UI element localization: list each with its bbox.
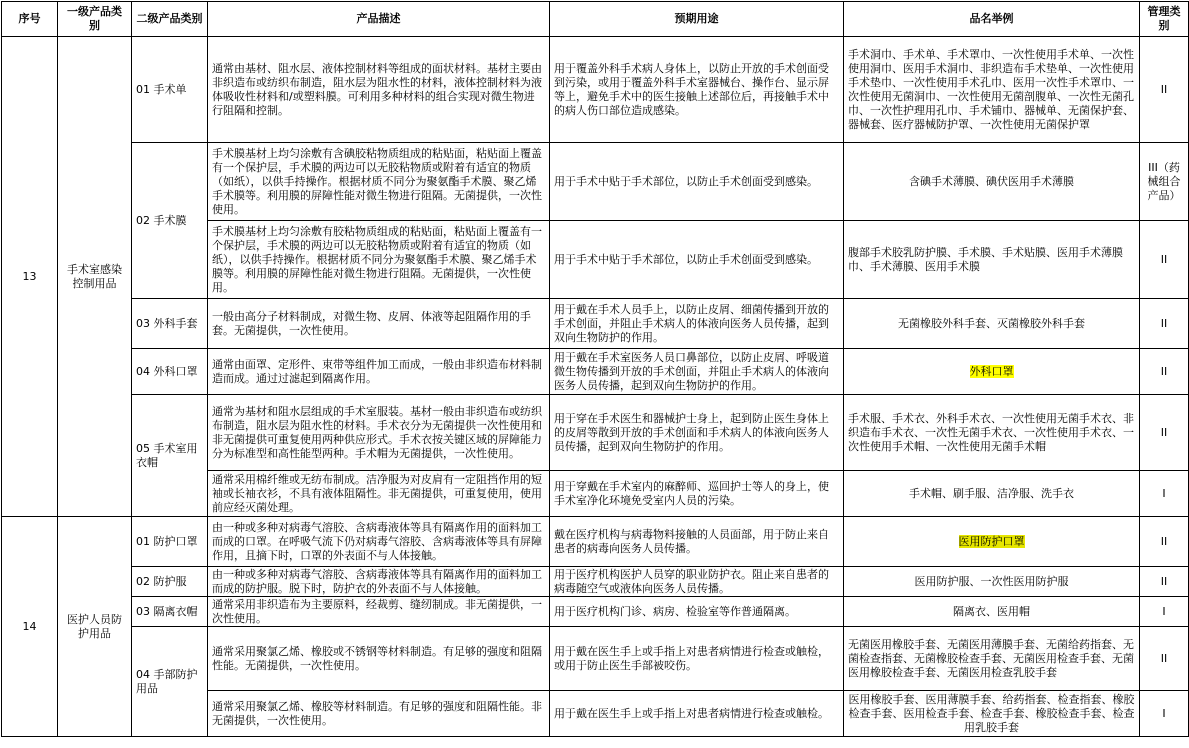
row-number: 14 [2, 517, 58, 737]
management-class: II [1140, 517, 1189, 567]
header-cat1: 一级产品类别 [58, 2, 132, 37]
management-class: II [1140, 627, 1189, 691]
management-class: II [1140, 395, 1189, 471]
product-examples: 手术服、手术衣、外科手术衣、一次性使用无菌手术衣、非织造布手术衣、一次性无菌手术衣、一次性使用手术衣、一次性使用手术帽、一次性使用无菌手术帽 [844, 395, 1140, 471]
management-class: I [1140, 471, 1189, 517]
table-row [2, 37, 1189, 143]
header-desc: 产品描述 [208, 2, 550, 37]
management-class: II [1140, 567, 1189, 597]
table-row [2, 349, 1189, 395]
intended-use: 用于戴在手术室医务人员口鼻部位，以防止皮屑、呼吸道微生物传播到开放的手术创面，并阻止手术病人的体液向医务人员传播，起到双向生物防护的作用。 [550, 349, 844, 395]
intended-use: 用于医疗机构门诊、病房、检验室等作普通隔离。 [550, 597, 844, 627]
intended-use: 用于覆盖外科手术病人身体上，以防止开放的手术创面受到污染，或用于覆盖外科手术室器械台、操作台、显示屏等上，避免手术中的医生接触上述部位后，再接触手术中的病人伤口部位造成感染。 [550, 37, 844, 143]
table-row [2, 597, 1189, 627]
product-description: 通常采用棉纤维或无纺布制成。洁净服为对皮肩有一定阻挡作用的短袖或长袖衣衫，不具有液体阻隔性。非无菌提供，可重复使用，使用前应经灭菌处理。 [208, 471, 550, 517]
intended-use: 用于戴在医生手上或手指上对患者病情进行检查或触检，或用于防止医生手部被咬伤。 [550, 627, 844, 691]
intended-use: 用于手术中贴于手术部位，以防止手术创面受到感染。 [550, 143, 844, 221]
product-description: 由一种或多种对病毒气溶胶、含病毒液体等具有隔离作用的面料加工而成的防护服。脱下时，防护衣的外表面不与人体接触。 [208, 567, 550, 597]
product-examples: 医用橡胶手套、医用薄膜手套、给药指套、检查指套、橡胶检查手套、医用检查手套、检查手套、橡胶检查手套、检查用乳胶手套 [844, 691, 1140, 737]
management-class: I [1140, 597, 1189, 627]
intended-use: 用于戴在医生手上或手指上对患者病情进行检查或触检。 [550, 691, 844, 737]
management-class: II [1140, 221, 1189, 299]
highlighted-example: 医用防护口罩 [958, 534, 1025, 548]
management-class: II [1140, 37, 1189, 143]
table-row [2, 395, 1189, 471]
category-secondary: 03 隔离衣帽 [132, 597, 208, 627]
table-row [2, 517, 1189, 567]
intended-use: 用于穿戴在手术室内的麻醉师、巡回护士等人的身上，使手术室净化环境免受室内人员的污染。 [550, 471, 844, 517]
category-secondary: 01 手术单 [132, 37, 208, 143]
table-row [2, 299, 1189, 349]
category-secondary: 04 手部防护用品 [132, 627, 208, 737]
row-number: 13 [2, 37, 58, 517]
product-examples [844, 517, 1140, 567]
product-description: 通常采用聚氯乙烯、橡胶等材料制造。有足够的强度和阻隔性能。非无菌提供，一次性使用。 [208, 691, 550, 737]
product-examples: 医用防护服、一次性医用防护服 [844, 567, 1140, 597]
product-examples: 含碘手术薄膜、碘伏医用手术薄膜 [844, 143, 1140, 221]
highlighted-example: 外科口罩 [969, 364, 1014, 378]
product-description: 手术膜基材上均匀涂敷有胶粘物质组成的粘贴面，粘贴面上覆盖有一个保护层，手术膜的两边可以无胶粘物质或附着有适宜的物质（如纸），以供手持操作。根据材质不同分为聚氨酯手术膜、聚乙烯手术膜等。利用膜的屏障性能对微生物进行阻隔。无菌提供，一次性使用。 [208, 221, 550, 299]
category-secondary: 01 防护口罩 [132, 517, 208, 567]
catalog-table [1, 1, 1189, 737]
category-secondary: 04 外科口罩 [132, 349, 208, 395]
product-examples: 腹部手术胶乳防护膜、手术膜、手术贴膜、医用手术薄膜巾、手术薄膜、医用手术膜 [844, 221, 1140, 299]
product-description: 通常采用非织造布为主要原料，经裁剪、缝纫制成。非无菌提供，一次性使用。 [208, 597, 550, 627]
header-no: 序号 [2, 2, 58, 37]
product-examples: 无菌橡胶外科手套、灭菌橡胶外科手套 [844, 299, 1140, 349]
product-description: 通常采用聚氯乙烯、橡胶或不锈钢等材料制造。有足够的强度和阻隔性能。无菌提供，一次性使用。 [208, 627, 550, 691]
product-description: 通常为基材和阻水层组成的手术室服装。基材一般由非织造布或纺织布制造，阻水层为阻水性的材料。手术衣分为无菌提供一次性使用和非无菌提供可重复使用两种供应形式。手术衣按关键区域的屏障能力分为标准型和高性能型两种。手术帽为无菌提供，一次性使用。 [208, 395, 550, 471]
management-class: II [1140, 349, 1189, 395]
category-secondary: 02 防护服 [132, 567, 208, 597]
intended-use: 用于戴在手术人员手上，以防止皮屑、细菌传播到开放的手术创面，并阻止手术病人的体液向医务人员传播，起到双向生物防护的作用。 [550, 299, 844, 349]
product-examples: 手术洞巾、手术单、手术罩巾、一次性使用手术单、一次性使用洞巾、医用手术洞巾、非织造布手术垫单、一次性使用手术垫巾、一次性使用手术孔巾、医用一次性手术罩巾、一次性使用无菌洞巾、一次性使用无菌剖腹单、一次性无菌孔巾、一次性护理用孔巾、手术铺巾、器械单、无菌保护套、器械套、医疗器械防护罩、一次性使用无菌保护罩 [844, 37, 1140, 143]
category-secondary: 03 外科手套 [132, 299, 208, 349]
product-examples: 隔离衣、医用帽 [844, 597, 1140, 627]
intended-use: 戴在医疗机构与病毒物料接触的人员面部，用于防止来自患者的病毒向医务人员传播。 [550, 517, 844, 567]
table-row [2, 567, 1189, 597]
category-primary: 医护人员防护用品 [58, 517, 132, 737]
category-primary: 手术室感染控制用品 [58, 37, 132, 517]
intended-use: 用于医疗机构医护人员穿的职业防护衣。阻止来自患者的病毒随空气或液体向医务人员传播。 [550, 567, 844, 597]
product-description: 由一种或多种对病毒气溶胶、含病毒液体等具有隔离作用的面料加工而成的口罩。在呼吸气流下仍对病毒气溶胶、含病毒液体等具有屏障作用，且摘下时，口罩的外表面不与人体接触。 [208, 517, 550, 567]
product-description: 通常由基材、阻水层、液体控制材料等组成的面状材料。基材主要由非织造布或纺织布制造，阻水层为阻水性的材料，液体控制材料为液体吸收性材料和/或塑料膜。可利用多种材料的组合实现对微生物进行阻隔和控制。 [208, 37, 550, 143]
table-row [2, 143, 1189, 221]
product-description: 一般由高分子材料制成，对微生物、皮屑、体液等起阻隔作用的手套。无菌提供，一次性使用。 [208, 299, 550, 349]
category-secondary: 02 手术膜 [132, 143, 208, 299]
management-class: I [1140, 691, 1189, 737]
header-examples: 品名举例 [844, 2, 1140, 37]
product-examples: 无菌医用橡胶手套、无菌医用薄膜手套、无菌给药指套、无菌检查指套、无菌橡胶检查手套、无菌医用检查手套、无菌医用橡胶检查手套、无菌医用检查乳胶手套 [844, 627, 1140, 691]
product-description: 手术膜基材上均匀涂敷有含碘胶粘物质组成的粘贴面，粘贴面上覆盖有一个保护层，手术膜的两边可以无胶粘物质或附着有适宜的物质（如纸），以供手持操作。根据材质不同分为聚氨酯手术膜、聚乙烯手术膜等。利用膜的屏障性能对微生物进行阻隔。无菌提供，一次性使用。 [208, 143, 550, 221]
management-class: III（药械组合产品） [1140, 143, 1189, 221]
header-row [2, 2, 1189, 37]
header-use: 预期用途 [550, 2, 844, 37]
intended-use: 用于穿在手术医生和器械护士身上，起到防止医生身体上的皮屑等散到开放的手术创面和手术病人的体液向医务人员传播，起到双向生物防护的作用。 [550, 395, 844, 471]
header-class: 管理类别 [1140, 2, 1189, 37]
management-class: II [1140, 299, 1189, 349]
table-row [2, 627, 1189, 691]
product-description: 通常由面罩、定形件、束带等组件加工而成，一般由非织造布材料制造而成。通过过滤起到隔离作用。 [208, 349, 550, 395]
intended-use: 用于手术中贴于手术部位，以防止手术创面受到感染。 [550, 221, 844, 299]
category-secondary: 05 手术室用衣帽 [132, 395, 208, 517]
product-examples [844, 349, 1140, 395]
header-cat2: 二级产品类别 [132, 2, 208, 37]
product-examples: 手术帽、刷手服、洁净服、洗手衣 [844, 471, 1140, 517]
